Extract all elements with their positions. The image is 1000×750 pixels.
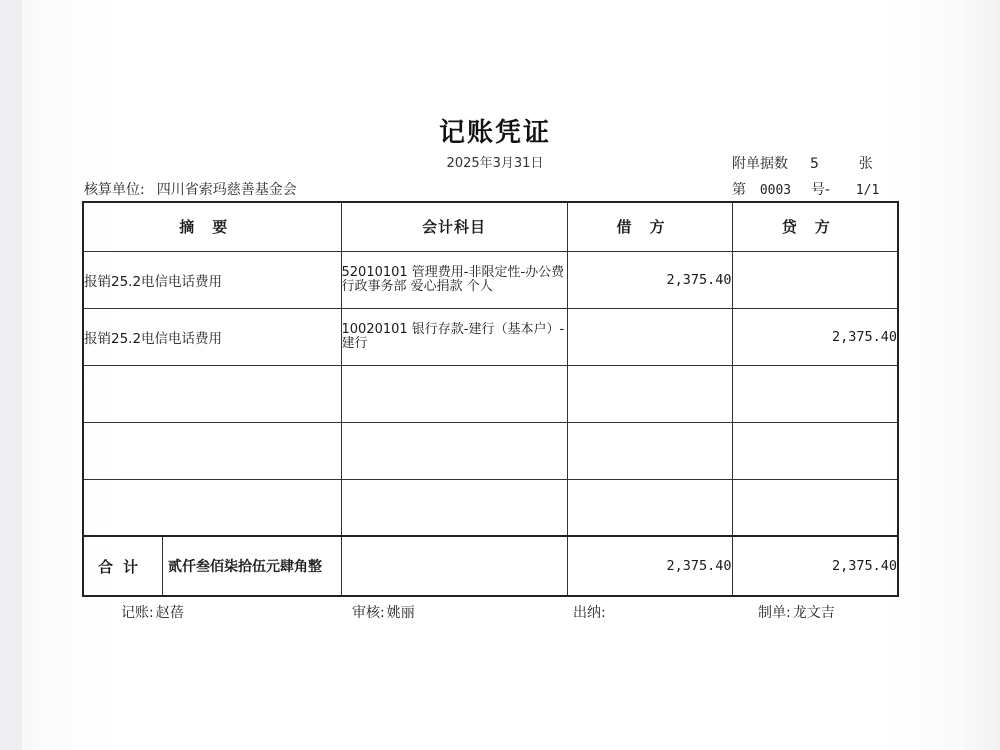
table-row [83,422,898,479]
header-summary: 摘要 [83,202,341,251]
total-account-spacer [341,536,567,596]
entry-credit: 2,375.40 [732,308,898,365]
entry-summary: 报销25.2电信电话费用 [83,251,341,308]
entry-credit [732,251,898,308]
entry-summary [83,422,341,479]
preparer-signature [758,602,835,622]
reviewer-name: 姚丽 [386,605,415,621]
cashier-signature [573,602,608,622]
entry-credit [732,422,898,479]
voucher-title: 记账凭证 [438,118,551,148]
cashier-label: 出纳: [573,605,606,621]
bookkeeper-signature [121,602,184,622]
entry-account: 52010101 管理费用-非限定性-办公费 行政事务部 爱心捐款 个人 [341,251,567,308]
table-row [83,251,898,308]
attachment-count [732,153,873,173]
voucher-page-number: 1/1 [855,183,880,198]
header-credit: 贷方 [732,202,898,251]
entry-account: 10020101 银行存款-建行（基本户）-建行 [341,308,567,365]
voucher-date: 2025年3月31日 [446,156,544,171]
reviewer-signature [352,602,415,622]
voucher-number [732,179,879,199]
total-label: 合计 [84,537,163,595]
voucher-table [82,201,899,597]
entry-credit [732,365,898,422]
entry-debit [567,308,732,365]
preparer-label: 制单: [758,605,791,621]
total-row [83,536,898,596]
attachment-count-label: 附单据数 [732,156,788,172]
attachment-count-value: 5 [810,156,819,172]
total-debit: 2,375.40 [567,536,732,596]
attachment-count-unit: 张 [858,156,873,172]
table-row [83,479,898,536]
entry-account [341,365,567,422]
entry-summary [83,365,341,422]
table-row [83,308,898,365]
table-header-row [83,202,898,251]
entry-debit [567,479,732,536]
voucher-number-prefix: 第 [732,182,746,198]
header-debit: 借方 [567,202,732,251]
entry-debit [567,365,732,422]
accounting-unit-value: 四川省索玛慈善基金会 [156,182,297,198]
bookkeeper-name: 赵蓓 [155,605,184,621]
entry-account [341,479,567,536]
header-account: 会计科目 [341,202,567,251]
table-row [83,365,898,422]
entry-summary: 报销25.2电信电话费用 [83,308,341,365]
total-credit: 2,375.40 [732,536,898,596]
voucher-number-value: 0003 [759,183,792,198]
entry-debit: 2,375.40 [567,251,732,308]
bookkeeper-label: 记账: [121,605,154,621]
entry-debit [567,422,732,479]
total-amount-words: 贰仟叁佰柒拾伍元肆角整 [168,559,322,575]
total-cell [83,536,341,596]
voucher-number-suffix: 号- [810,182,831,198]
accounting-unit [84,179,297,199]
entry-credit [732,479,898,536]
accounting-unit-label: 核算单位: [84,182,145,198]
entry-account [341,422,567,479]
entry-summary [83,479,341,536]
preparer-name: 龙文吉 [792,605,835,621]
reviewer-label: 审核: [352,605,385,621]
